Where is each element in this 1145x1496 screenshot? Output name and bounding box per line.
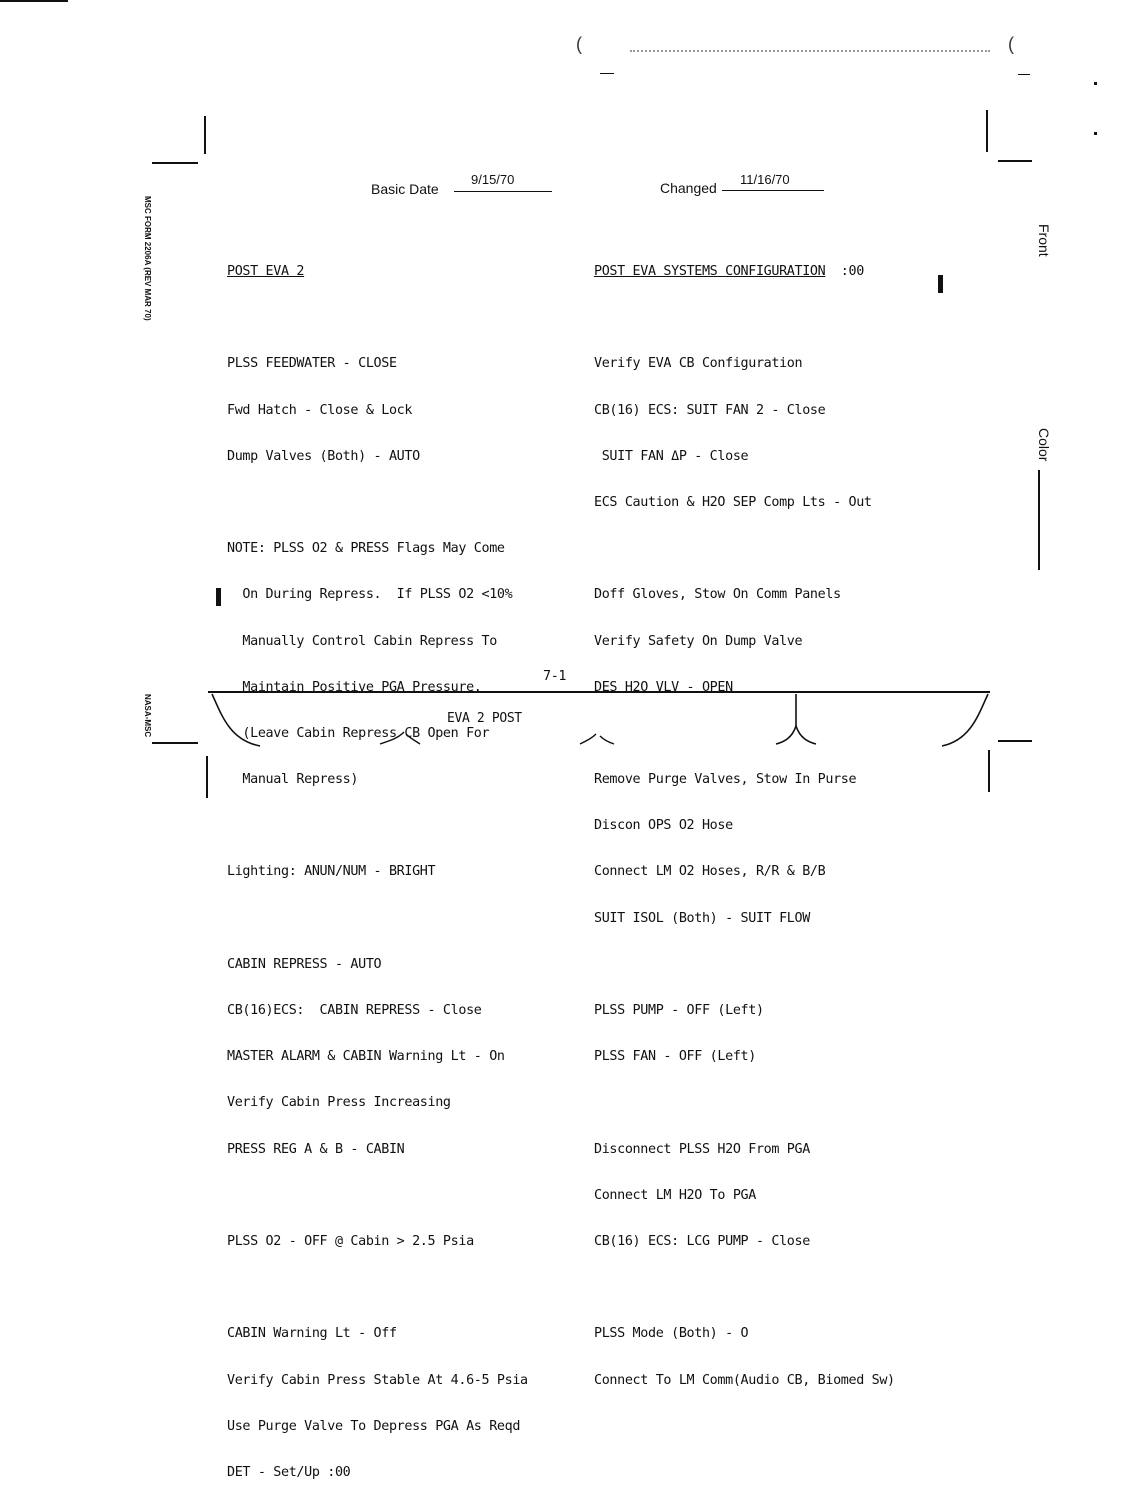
crop-mark — [152, 742, 198, 744]
checklist-line: CABIN REPRESS - AUTO — [227, 956, 382, 972]
right-heading: POST EVA SYSTEMS CONFIGURATION — [594, 264, 826, 279]
checklist-line: DES H2O VLV - OPEN — [594, 679, 733, 695]
basic-date-label: Basic Date — [371, 181, 439, 197]
checklist-line: Lighting: ANUN/NUM - BRIGHT — [227, 864, 436, 880]
checklist-line: Verify Cabin Press Increasing — [227, 1095, 451, 1111]
origin-label: NASA-MSC — [143, 694, 152, 738]
checklist-line: CB(16)ECS: CABIN REPRESS - Close — [227, 1003, 482, 1018]
color-bar — [1038, 470, 1040, 570]
checklist-line: (Leave Cabin Repress CB Open For — [227, 725, 490, 741]
checklist-line: MASTER ALARM & CABIN Warning Lt - On — [227, 1049, 505, 1065]
right-column — [594, 234, 895, 1404]
crop-mark — [998, 160, 1032, 162]
corner-mark — [0, 0, 68, 2]
change-bar — [938, 275, 943, 293]
change-bar — [216, 588, 221, 606]
color-label: Color — [1036, 428, 1052, 462]
crop-mark — [988, 750, 990, 792]
top-dotted-guide — [630, 50, 990, 52]
crop-mark — [998, 740, 1032, 742]
changed-label: Changed — [660, 180, 717, 196]
crop-mark — [204, 116, 206, 154]
checklist-line: Connect LM O2 Hoses, R/R & B/B — [594, 864, 826, 880]
top-tick-right — [1018, 74, 1030, 75]
checklist-line: Remove Purge Valves, Stow In Purse — [594, 772, 857, 788]
checklist-line: DET - Set/Up :00 — [227, 1464, 351, 1480]
checklist-line — [227, 818, 528, 834]
checklist-line: Verify Cabin Press Stable At 4.6-5 Psia — [227, 1372, 528, 1388]
checklist-line: Verify EVA CB Configuration — [594, 356, 803, 372]
page-number: 7-1 — [543, 669, 567, 684]
checklist-line: Connect LM H2O To PGA — [594, 1187, 756, 1203]
checklist-line — [227, 495, 528, 511]
checklist-line: PLSS FEEDWATER - CLOSE — [227, 356, 397, 372]
checklist-line — [594, 310, 895, 326]
checklist-line — [594, 957, 895, 973]
checklist-line — [594, 541, 895, 557]
top-tick — [600, 73, 614, 74]
checklist-line: SUIT ISOL (Both) - SUIT FLOW — [594, 910, 810, 926]
checklist-line — [227, 310, 528, 326]
checklist-line: Verify Safety On Dump Valve — [594, 633, 803, 649]
left-heading: POST EVA 2 — [227, 264, 305, 279]
checklist-line: ECS Caution & H2O SEP Comp Lts - Out — [594, 494, 872, 510]
checklist-line: PLSS FAN - OFF (Left) — [594, 1049, 756, 1065]
checklist-line: SUIT FAN ΔP - Close — [594, 448, 749, 464]
checklist-line: Disconnect PLSS H2O From PGA — [594, 1141, 810, 1157]
checklist-line: CB(16) ECS: SUIT FAN 2 - Close — [594, 402, 826, 418]
checklist-line — [227, 1188, 528, 1204]
checklist-line: Maintain Positive PGA Pressure. — [227, 679, 482, 695]
checklist-line: Discon OPS O2 Hose — [594, 818, 733, 834]
checklist-line: Manual Repress) — [227, 772, 359, 788]
basic-date-value: 9/15/70 — [471, 172, 515, 187]
checklist-line: PLSS O2 - OFF @ Cabin > 2.5 Psia — [227, 1233, 474, 1249]
crop-mark — [152, 162, 198, 164]
edge-dot — [1094, 82, 1097, 85]
checklist-line: Connect To LM Comm(Audio CB, Biomed Sw) — [594, 1372, 895, 1388]
checklist-line: Use Purge Valve To Depress PGA As Reqd — [227, 1418, 521, 1434]
changed-underline — [722, 190, 824, 191]
checklist-line: NOTE: PLSS O2 & PRESS Flags May Come — [227, 541, 505, 557]
top-paren-mark: ( — [576, 34, 582, 54]
top-paren-mark-right: ( — [1008, 34, 1014, 54]
checklist-line: PRESS REG A & B - CABIN — [227, 1141, 405, 1157]
edge-dot — [1094, 132, 1097, 135]
checklist-line: PLSS Mode (Both) - O — [594, 1326, 749, 1342]
checklist-line: Doff Gloves, Stow On Comm Panels — [594, 587, 841, 603]
checklist-line: PLSS PUMP - OFF (Left) — [594, 1003, 764, 1018]
checklist-line: CABIN Warning Lt - Off — [227, 1326, 397, 1342]
tab-label: EVA 2 POST — [447, 711, 522, 726]
crop-mark — [986, 110, 988, 152]
checklist-line — [227, 911, 528, 927]
front-label: Front — [1036, 224, 1052, 257]
right-heading-row — [594, 264, 895, 280]
tab-outline — [200, 686, 1000, 756]
checklist-line — [594, 1280, 895, 1296]
basic-date-underline — [454, 191, 552, 192]
left-column — [227, 234, 528, 1496]
checklist-line: Dump Valves (Both) - AUTO — [227, 448, 420, 464]
checklist-line: CB(16) ECS: LCG PUMP - Close — [594, 1233, 810, 1249]
crop-mark — [206, 756, 208, 798]
right-heading-time: :00 — [825, 264, 864, 279]
checklist-line: Manually Control Cabin Repress To — [227, 633, 497, 649]
checklist-line — [594, 1095, 895, 1111]
checklist-line: Fwd Hatch - Close & Lock — [227, 402, 413, 418]
checklist-line — [227, 1280, 528, 1296]
form-id-label: MSC FORM 2206A (REV MAR 70) — [143, 196, 152, 321]
changed-value: 11/16/70 — [740, 172, 790, 187]
checklist-line: On During Repress. If PLSS O2 <10% — [227, 587, 513, 603]
